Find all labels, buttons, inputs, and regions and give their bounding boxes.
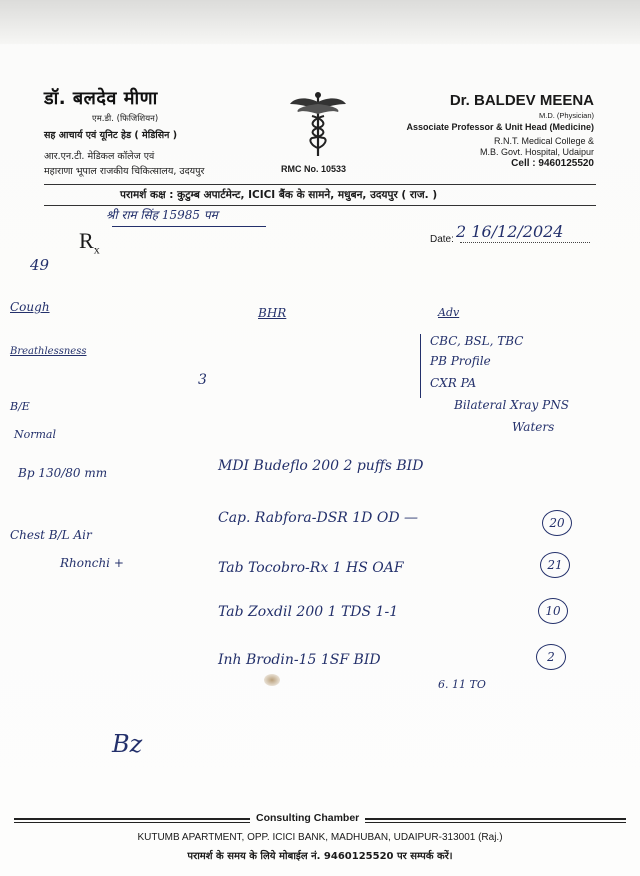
medication-2-quantity: 20 <box>542 510 572 536</box>
blood-pressure: Bp 130/80 mm <box>18 466 108 480</box>
doctor-signature: Bz <box>112 730 143 758</box>
patient-underline <box>112 226 266 227</box>
history-note: BHR <box>258 306 287 320</box>
advice-bracket <box>420 334 423 398</box>
header-left <box>44 86 284 177</box>
advice-4: Bilateral Xray PNS <box>454 398 569 412</box>
footer-title: Consulting Chamber <box>250 812 365 824</box>
doctor-name: Dr. BALDEV MEENA <box>449 92 594 109</box>
medication-3: Tab Tocobro-Rx 1 HS OAF <box>218 560 404 576</box>
advice-2: PB Profile <box>430 354 491 368</box>
advice-3: CXR PA <box>430 376 477 390</box>
medication-4: Tab Zoxdil 200 1 TDS 1-1 <box>218 604 399 620</box>
medication-1: MDI Budeflo 200 2 puffs BID <box>218 458 424 474</box>
medication-4-quantity: 10 <box>538 598 568 624</box>
scan-shadow <box>0 0 640 44</box>
medication-5: Inh Brodin-15 1SF BID <box>218 652 381 668</box>
patient-name: श्री राम सिंह 15985 पम <box>106 208 218 222</box>
mark-note: 3 <box>198 372 207 388</box>
footer-contact: परामर्श के समय के लिये मोबाईल नं. 9460125520 पर सम्पर्क करें। <box>187 851 453 862</box>
consultation-address: परामर्श कक्ष : कुटुम्ब अपार्टमेन्ट, ICICI बैंक के सामने, मधुबन, उदयपुर ( राज. ) <box>120 189 438 201</box>
medication-2: Cap. Rabfora-DSR 1D OD — <box>218 510 419 526</box>
date-handwritten: 2 16/12/2024 <box>456 222 564 241</box>
medication-5-note: 6. 11 TO <box>438 678 486 691</box>
advice-heading: Adv <box>438 306 460 319</box>
chest-note: Chest B/L Air <box>10 528 92 542</box>
footer-address: KUTUMB APARTMENT, OPP. ICICI BANK, MADHUBAN, UDAIPUR-313001 (Raj.) <box>137 832 503 843</box>
doctor-degree: M.D. (Physician) <box>538 111 594 120</box>
medication-5-quantity: 2 <box>536 644 566 670</box>
advice-5: Waters <box>512 420 555 434</box>
advice-1: CBC, BSL, TBC <box>430 334 524 348</box>
rmc-number: RMC No. 10533 <box>281 164 347 174</box>
rx-symbol: $R_x$ <box>79 228 100 257</box>
date-label: Date: <box>430 234 454 245</box>
doctor-name-hindi: डॉ. बलदेव मीणा <box>44 88 158 109</box>
medication-3-quantity: 21 <box>540 552 570 578</box>
exam-be: B/E <box>10 400 30 413</box>
chest-note-2: Rhonchi + <box>60 556 124 570</box>
age-note: 49 <box>30 256 50 274</box>
complaint-breathlessness: Breathlessness <box>10 346 87 357</box>
hospital-name: M.B. Govt. Hospital, Udaipur <box>479 147 594 157</box>
date-line <box>460 242 590 243</box>
degree-hindi: एम.डी. (फिजिशियन) <box>92 114 159 124</box>
cell-number: Cell : 9460125520 <box>511 158 594 169</box>
divider-top <box>44 184 596 185</box>
position-hindi: सह आचार्य एवं यूनिट हेड ( मेडिसिन ) <box>44 130 178 141</box>
hospital-hindi: महाराणा भूपाल राजकीय चिकित्सालय, उदयपुर <box>44 166 205 177</box>
doctor-position: Associate Professor & Unit Head (Medicine) <box>406 122 594 132</box>
complaint-cough: Cough <box>10 300 50 314</box>
paper-stain <box>264 674 280 686</box>
college-name: R.N.T. Medical College & <box>493 136 594 146</box>
exam-normal: Normal <box>14 428 57 441</box>
header-right <box>334 92 594 169</box>
college-hindi: आर.एन.टी. मेडिकल कॉलेज एवं <box>44 151 155 162</box>
